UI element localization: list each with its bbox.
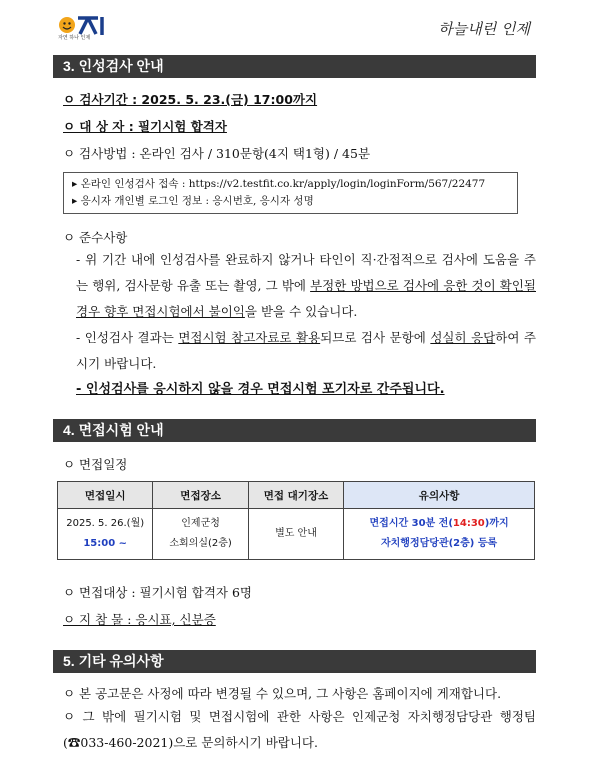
notice-item-2: ㅇ 그 밖에 필기시험 및 면접시험에 관한 사항은 인제군청 자치행정담당관 행정팀(☎033-460-2021)으로 문의하시기 바랍니다.	[63, 709, 536, 750]
warning-notice: - 인성검사를 응시하지 않을 경우 면접시험 포기자로 간주됩니다.	[76, 382, 445, 397]
col-place: 면접장소	[153, 482, 248, 509]
col-notes: 유의사항	[344, 482, 535, 509]
time-text: 15:00 ~	[83, 538, 128, 549]
test-method: ㅇ 검사방법 : 온라인 검사 / 310문항(4지 택1형) / 45분	[63, 146, 371, 161]
col-waiting: 면접 대기장소	[248, 482, 343, 509]
rule-2-mid: 되므로 검사 문항에	[320, 330, 431, 345]
note-text-a: 면접시간 30분 전(	[369, 518, 453, 529]
room-text: 소회의실(2층)	[169, 538, 232, 549]
rule-1-text: - 위 기간 내에 인성검사를 완료하지 않거나 타인이 직·간접적으로 검사에 도움을 주는 행위, 검사문항 유출 또는 촬영, 그 밖에	[76, 252, 536, 293]
place-text: 인제군청	[181, 518, 220, 529]
section-5-title: 5. 기타 유의사항	[53, 650, 536, 673]
interview-schedule-table	[57, 481, 535, 560]
test-period: ㅇ 검사기간 : 2025. 5. 23.(금) 17:00까지	[63, 92, 318, 107]
test-url[interactable]: ▸ 온라인 인성검사 접속 : https://v2.testfit.co.kr/apply/login/loginForm/567/22477	[72, 178, 486, 190]
rule-1	[76, 247, 536, 325]
col-date: 면접일시	[58, 482, 153, 509]
notice-item-1: ㅇ 본 공고문은 사정에 따라 변경될 수 있으며, 그 사항은 홈페이지에 게재합니다.	[63, 686, 502, 701]
cell-date	[58, 509, 153, 560]
logo-subtitle: 자연 하나 인제	[58, 35, 91, 41]
note-time: 14:30	[452, 518, 485, 529]
note-text-b: )까지	[484, 518, 509, 529]
rule-1-underlined: 부정한 방법으로 검사에 응한 것이 확인될 경우 향후 면접시험에서 불이익	[76, 278, 536, 319]
rule-1-end: 을 받을 수 있습니다.	[244, 304, 358, 319]
cell-place	[153, 509, 248, 560]
rule-2-end: 하여 주시기 바랍니다.	[76, 330, 537, 371]
rule-2-underlined-1: 면접시험 참고자료로 활용	[178, 330, 321, 345]
date-text: 2025. 5. 26.(월)	[66, 518, 145, 529]
note-line-1	[345, 514, 533, 534]
rules-heading: ㅇ 준수사항	[63, 230, 128, 245]
items-to-bring: ㅇ 지 참 물 : 응시표, 신분증	[63, 612, 216, 627]
rule-2-underlined-2: 성실히 응답	[430, 330, 496, 345]
cell-notes	[344, 509, 535, 560]
section-4-title: 4. 면접시험 안내	[53, 419, 536, 442]
table-row	[58, 509, 535, 560]
rule-2-text: - 인성검사 결과는	[76, 330, 179, 345]
table-header-row	[58, 482, 535, 509]
schedule-heading: ㅇ 면접일정	[63, 457, 128, 472]
section-3-title: 3. 인성검사 안내	[53, 55, 536, 78]
rule-2	[76, 325, 536, 377]
slogan: 하늘내린 인제	[438, 20, 530, 38]
test-target: ㅇ 대 상 자 : 필기시험 합격자	[63, 119, 227, 134]
login-info-box	[63, 172, 518, 214]
cell-waiting: 별도 안내	[248, 509, 343, 560]
note-line-2: 자치행정담당관(2층) 등록	[380, 538, 498, 549]
interview-target: ㅇ 면접대상 : 필기시험 합격자 6명	[63, 585, 253, 600]
login-info: ▸ 응시자 개인별 로그인 정보 : 응시번호, 응시자 성명	[72, 195, 314, 207]
